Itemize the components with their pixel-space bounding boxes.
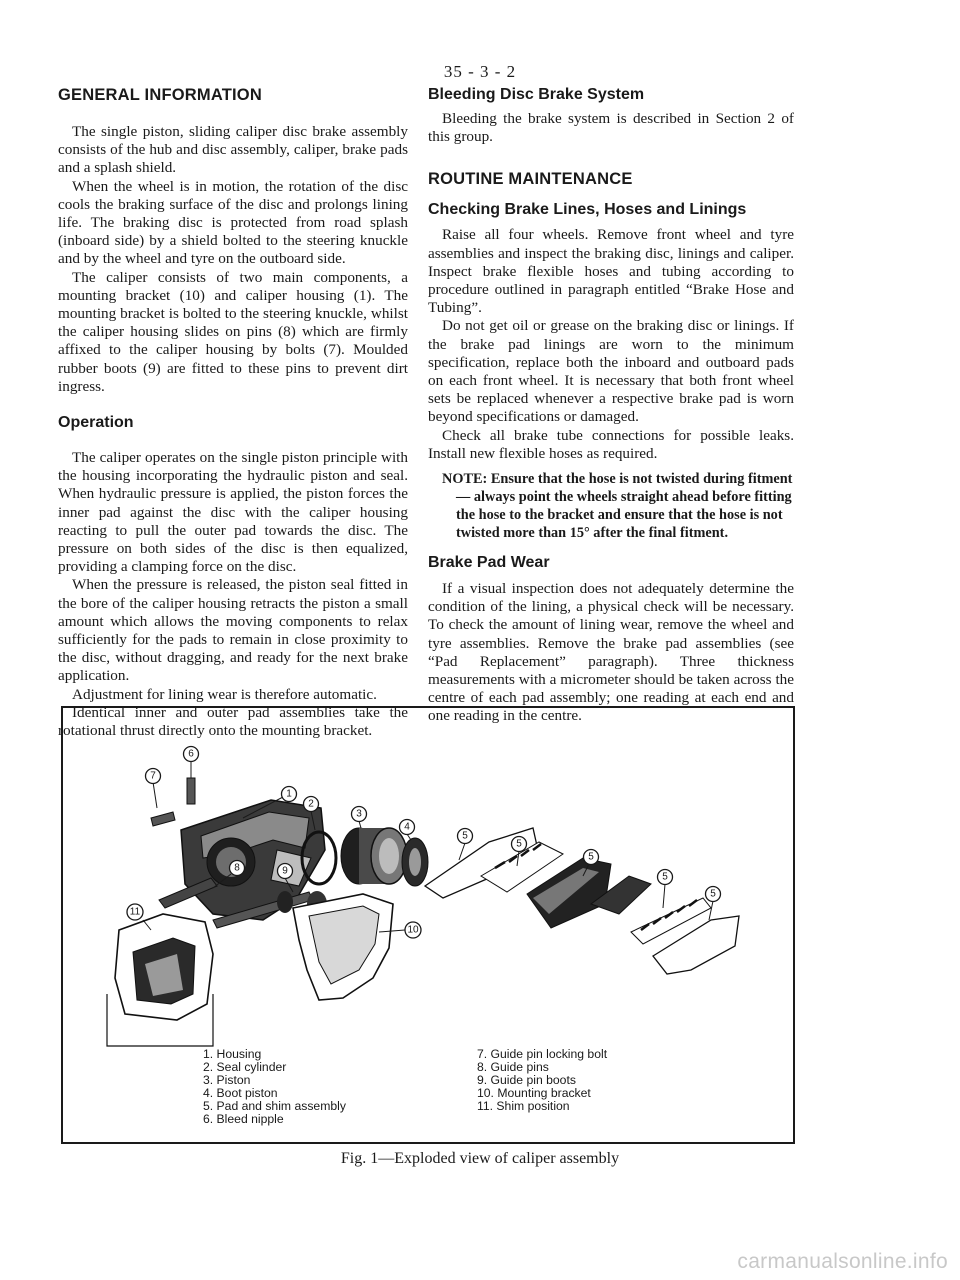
callout-10 <box>405 922 421 938</box>
pad-wear-heading: Brake Pad Wear <box>428 554 550 572</box>
callout-7 <box>146 769 161 784</box>
svg-text:5: 5 <box>662 871 668 883</box>
hose-note: NOTE: Ensure that the hose is not twisted during fitment — always point the wheels straight ahead before fitting the hose to the bracket and ensure that the hose is not twisted more than 15° after the final fitment. <box>442 471 793 542</box>
checking-paragraph: Do not get oil or grease on the braking disc or linings. If the brake pad linings are worn to the minimum specification, replace both the inboard and outboard pads on each front wheel. It is necessary that both front wheel sets be replaced whenever a respective brake pad is worn beyond specifications or damaged. <box>428 317 794 426</box>
operation-paragraph: When the pressure is released, the piston seal fitted in the bore of the caliper housing retracts the piston a small amount which allows the moving components to relax sufficiently for the pads to remain in close proximity to the disc, without dragging, and ready for the next brake application. <box>58 576 408 685</box>
svg-text:8: 8 <box>234 862 240 874</box>
checking-paragraph: Check all brake tube connections for possible leaks. Install new flexible hoses as required. <box>428 426 794 462</box>
svg-text:3: 3 <box>356 808 362 820</box>
figure-caption: Fig. 1—Exploded view of caliper assembly <box>340 1150 620 1167</box>
callout-1 <box>282 787 297 802</box>
operation-paragraph: The caliper operates on the single piston principle with the housing incorporating the hydraulic piston and seal. When hydraulic pressure is applied, the piston forces the inner pad against the disc with the caliper housing reacting to pull the outer pad towards the disc. The pressure on both sides of the disc is then equalized, providing a clamping force on the disc. <box>58 449 408 576</box>
boot-drawing <box>402 838 428 886</box>
bleeding-heading: Bleeding Disc Brake System <box>428 86 645 103</box>
legend-item: 2. Seal cylinder <box>203 1060 287 1074</box>
svg-text:4: 4 <box>404 821 410 833</box>
pad-and-shim-drawing <box>425 828 739 974</box>
page-number: 35 - 3 - 2 <box>443 62 517 81</box>
piston-drawing <box>341 828 407 884</box>
svg-text:5: 5 <box>462 830 468 842</box>
callout-2 <box>304 797 319 812</box>
svg-text:10: 10 <box>407 924 419 936</box>
general-paragraph: When the wheel is in motion, the rotation of the disc cools the braking surface of the disc and prolongs lining life. The braking disc is protected from road splash (inboard side) by a shield bolted to the steering knuckle and by the wheel and tyre on the outboard side. <box>58 177 408 268</box>
callout-5e <box>706 887 721 902</box>
checking-heading: Checking Brake Lines, Hoses and Linings <box>428 201 747 219</box>
callout-5a <box>458 829 473 844</box>
right-column <box>428 86 794 726</box>
legend-item: 4. Boot piston <box>203 1086 278 1100</box>
callout-5c <box>584 850 599 865</box>
general-paragraph: The single piston, sliding caliper disc brake assembly consists of the hub and disc assembly, caliper, brake pads and a splash shield. <box>58 123 408 177</box>
operation-paragraph: Identical inner and outer pad assemblies take the rotational thrust directly onto the mounting bracket. <box>58 703 408 740</box>
callout-11 <box>127 904 143 920</box>
svg-text:7: 7 <box>150 770 156 782</box>
legend-item: 11. Shim position <box>477 1099 570 1113</box>
caliper-figure <box>61 706 795 1144</box>
caliper-exploded-diagram <box>63 708 793 1142</box>
legend-right <box>477 1048 607 1113</box>
legend-item: 9. Guide pin boots <box>477 1073 576 1087</box>
routine-maintenance-heading: ROUTINE MAINTENANCE <box>428 170 633 189</box>
svg-text:9: 9 <box>282 865 288 877</box>
mounting-bracket-drawing <box>293 894 393 1000</box>
callout-8 <box>230 861 245 876</box>
legend-item: 5. Pad and shim assembly <box>203 1099 346 1113</box>
legend-item: 3. Piston <box>203 1073 251 1087</box>
left-column <box>58 86 408 740</box>
legend-item: 1. Housing <box>203 1047 262 1061</box>
callout-6 <box>184 747 199 762</box>
legend-item: 7. Guide pin locking bolt <box>477 1047 608 1061</box>
assembled-caliper-drawing <box>107 914 213 1046</box>
svg-text:1: 1 <box>286 788 292 800</box>
callout-4 <box>400 820 415 835</box>
operation-heading: Operation <box>58 414 134 432</box>
legend-item: 6. Bleed nipple <box>203 1112 284 1126</box>
operation-paragraph: Adjustment for lining wear is therefore automatic. <box>72 685 377 703</box>
callout-5d <box>658 870 673 885</box>
svg-text:5: 5 <box>710 888 716 900</box>
svg-text:5: 5 <box>516 838 522 850</box>
svg-text:11: 11 <box>129 906 141 918</box>
callout-9 <box>278 864 293 879</box>
callout-3 <box>352 807 367 822</box>
legend-left <box>203 1048 346 1126</box>
svg-text:5: 5 <box>588 851 594 863</box>
pad-wear-paragraph: If a visual inspection does not adequately determine the condition of the lining, a physical check will be necessary. To check the amount of lining wear, remove the wheel and tyre assemblies. Remove the brake pad assemblies (see “Pad Replacement” paragraph). Three thickness measurements with a micrometer should be taken across the centre of each pad assembly; one reading at each end and one reading in the centre. <box>428 580 794 725</box>
general-information-heading: GENERAL INFORMATION <box>58 86 262 104</box>
general-paragraph: The caliper consists of two main components, a mounting bracket (10) and caliper housing (1). The mounting bracket is bolted to the steering knuckle, whilst the caliper housing slides on pins (8) which are firmly affixed to the caliper housing by bolts (7). Moulded rubber boots (9) are fitted to these pins to prevent dirt ingress. <box>58 268 408 395</box>
legend-item: 10. Mounting bracket <box>477 1086 591 1100</box>
checking-paragraph: Raise all four wheels. Remove front wheel and tyre assemblies and inspect the braking disc, linings and caliper. Inspect brake flexible hoses and tubing according to procedure outlined in paragraph entitled “Brake Hose and Tubing”. <box>428 226 794 317</box>
svg-text:2: 2 <box>308 798 314 810</box>
callout-5b <box>512 837 527 852</box>
watermark: carmanualsonline.info <box>737 1250 948 1273</box>
bleeding-paragraph: Bleeding the brake system is described in Section 2 of this group. <box>428 110 794 146</box>
legend-item: 8. Guide pins <box>477 1060 549 1074</box>
svg-text:6: 6 <box>188 748 194 760</box>
